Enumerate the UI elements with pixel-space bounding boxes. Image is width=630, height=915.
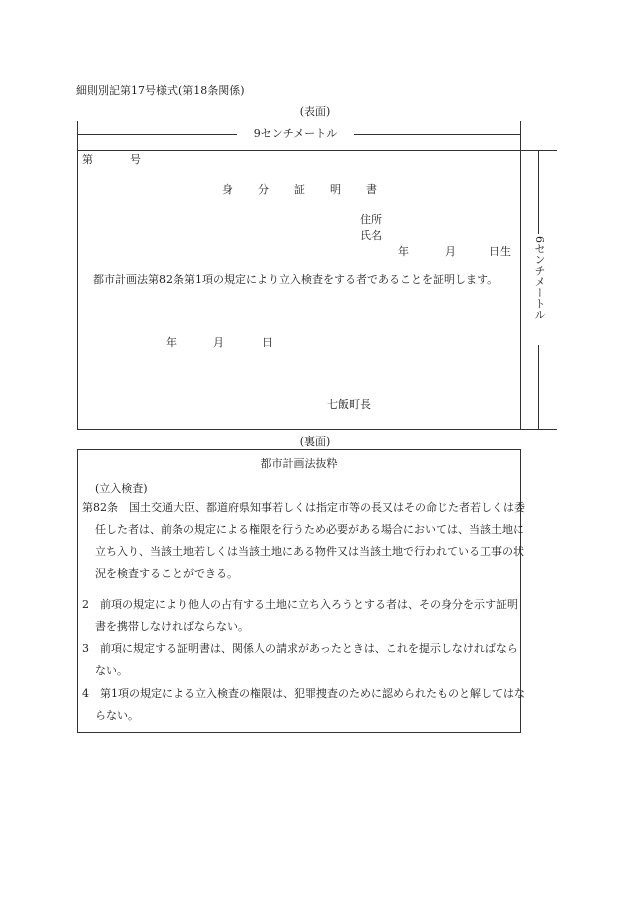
width-line-left	[77, 134, 237, 135]
card-title-char-5: 書	[366, 183, 377, 196]
card-title-char-2: 分	[258, 183, 269, 196]
back-caption: (裏面)	[299, 435, 331, 448]
certification-statement: 都市計画法第82条第1項の規定により立入検査をする者であることを証明します。	[93, 273, 499, 286]
height-tick-bottom	[520, 429, 557, 430]
article-82-paragraph-3: 3 前項に規定する証明書は、関係人の請求があったときは、これを提示しなければならない。	[82, 642, 518, 677]
width-label: 9センチメートル	[253, 127, 338, 140]
issue-month-label: 月	[213, 336, 224, 349]
back-heading: (立入検査)	[95, 482, 148, 495]
number-label-first: 第	[82, 153, 93, 166]
height-label: 6センチメートル	[533, 236, 546, 320]
article-82: 第82条 国土交通大臣、都道府県知事若しくは指定市等の長又はその命じた者若しくは委任した者は、前条の規定による権限を行うため必要がある場合においては、当該土地に立ち入り、当該土地若しくは当該土地にある物件又は当該土地で行われている工事の状況を検査することができる。	[82, 501, 525, 580]
width-line-right	[354, 134, 520, 135]
issuer-label: 七飯町長	[327, 398, 371, 411]
card-title-char-4: 明	[330, 183, 341, 196]
issue-year-label: 年	[166, 336, 177, 349]
height-line-bottom	[538, 345, 539, 429]
address-label: 住所	[360, 213, 382, 226]
birth-day-label: 日生	[489, 245, 511, 258]
birth-year-label: 年	[398, 245, 409, 258]
width-tick-right	[520, 121, 521, 151]
back-title: 都市計画法抜粋	[260, 457, 338, 470]
width-tick-left	[77, 121, 78, 151]
card-title-char-1: 身	[222, 183, 233, 196]
height-line-top	[538, 150, 539, 234]
number-label-second: 号	[130, 153, 141, 166]
card-title-char-3: 証	[294, 183, 305, 196]
birth-month-label: 月	[445, 245, 456, 258]
form-title: 細則別記第17号様式(第18条関係)	[76, 84, 245, 97]
front-caption: (表面)	[299, 105, 331, 118]
name-label: 氏名	[360, 229, 382, 242]
article-82-paragraph-2: 2 前項の規定により他人の占有する土地に立ち入ろうとする者は、その身分を示す証明書を携帯しなければならない。	[82, 598, 518, 633]
article-82-paragraph-4: 4 第1項の規定による立入検査の権限は、犯罪捜査のために認められたものと解してはならない。	[82, 687, 525, 722]
issue-day-label: 日	[262, 336, 273, 349]
